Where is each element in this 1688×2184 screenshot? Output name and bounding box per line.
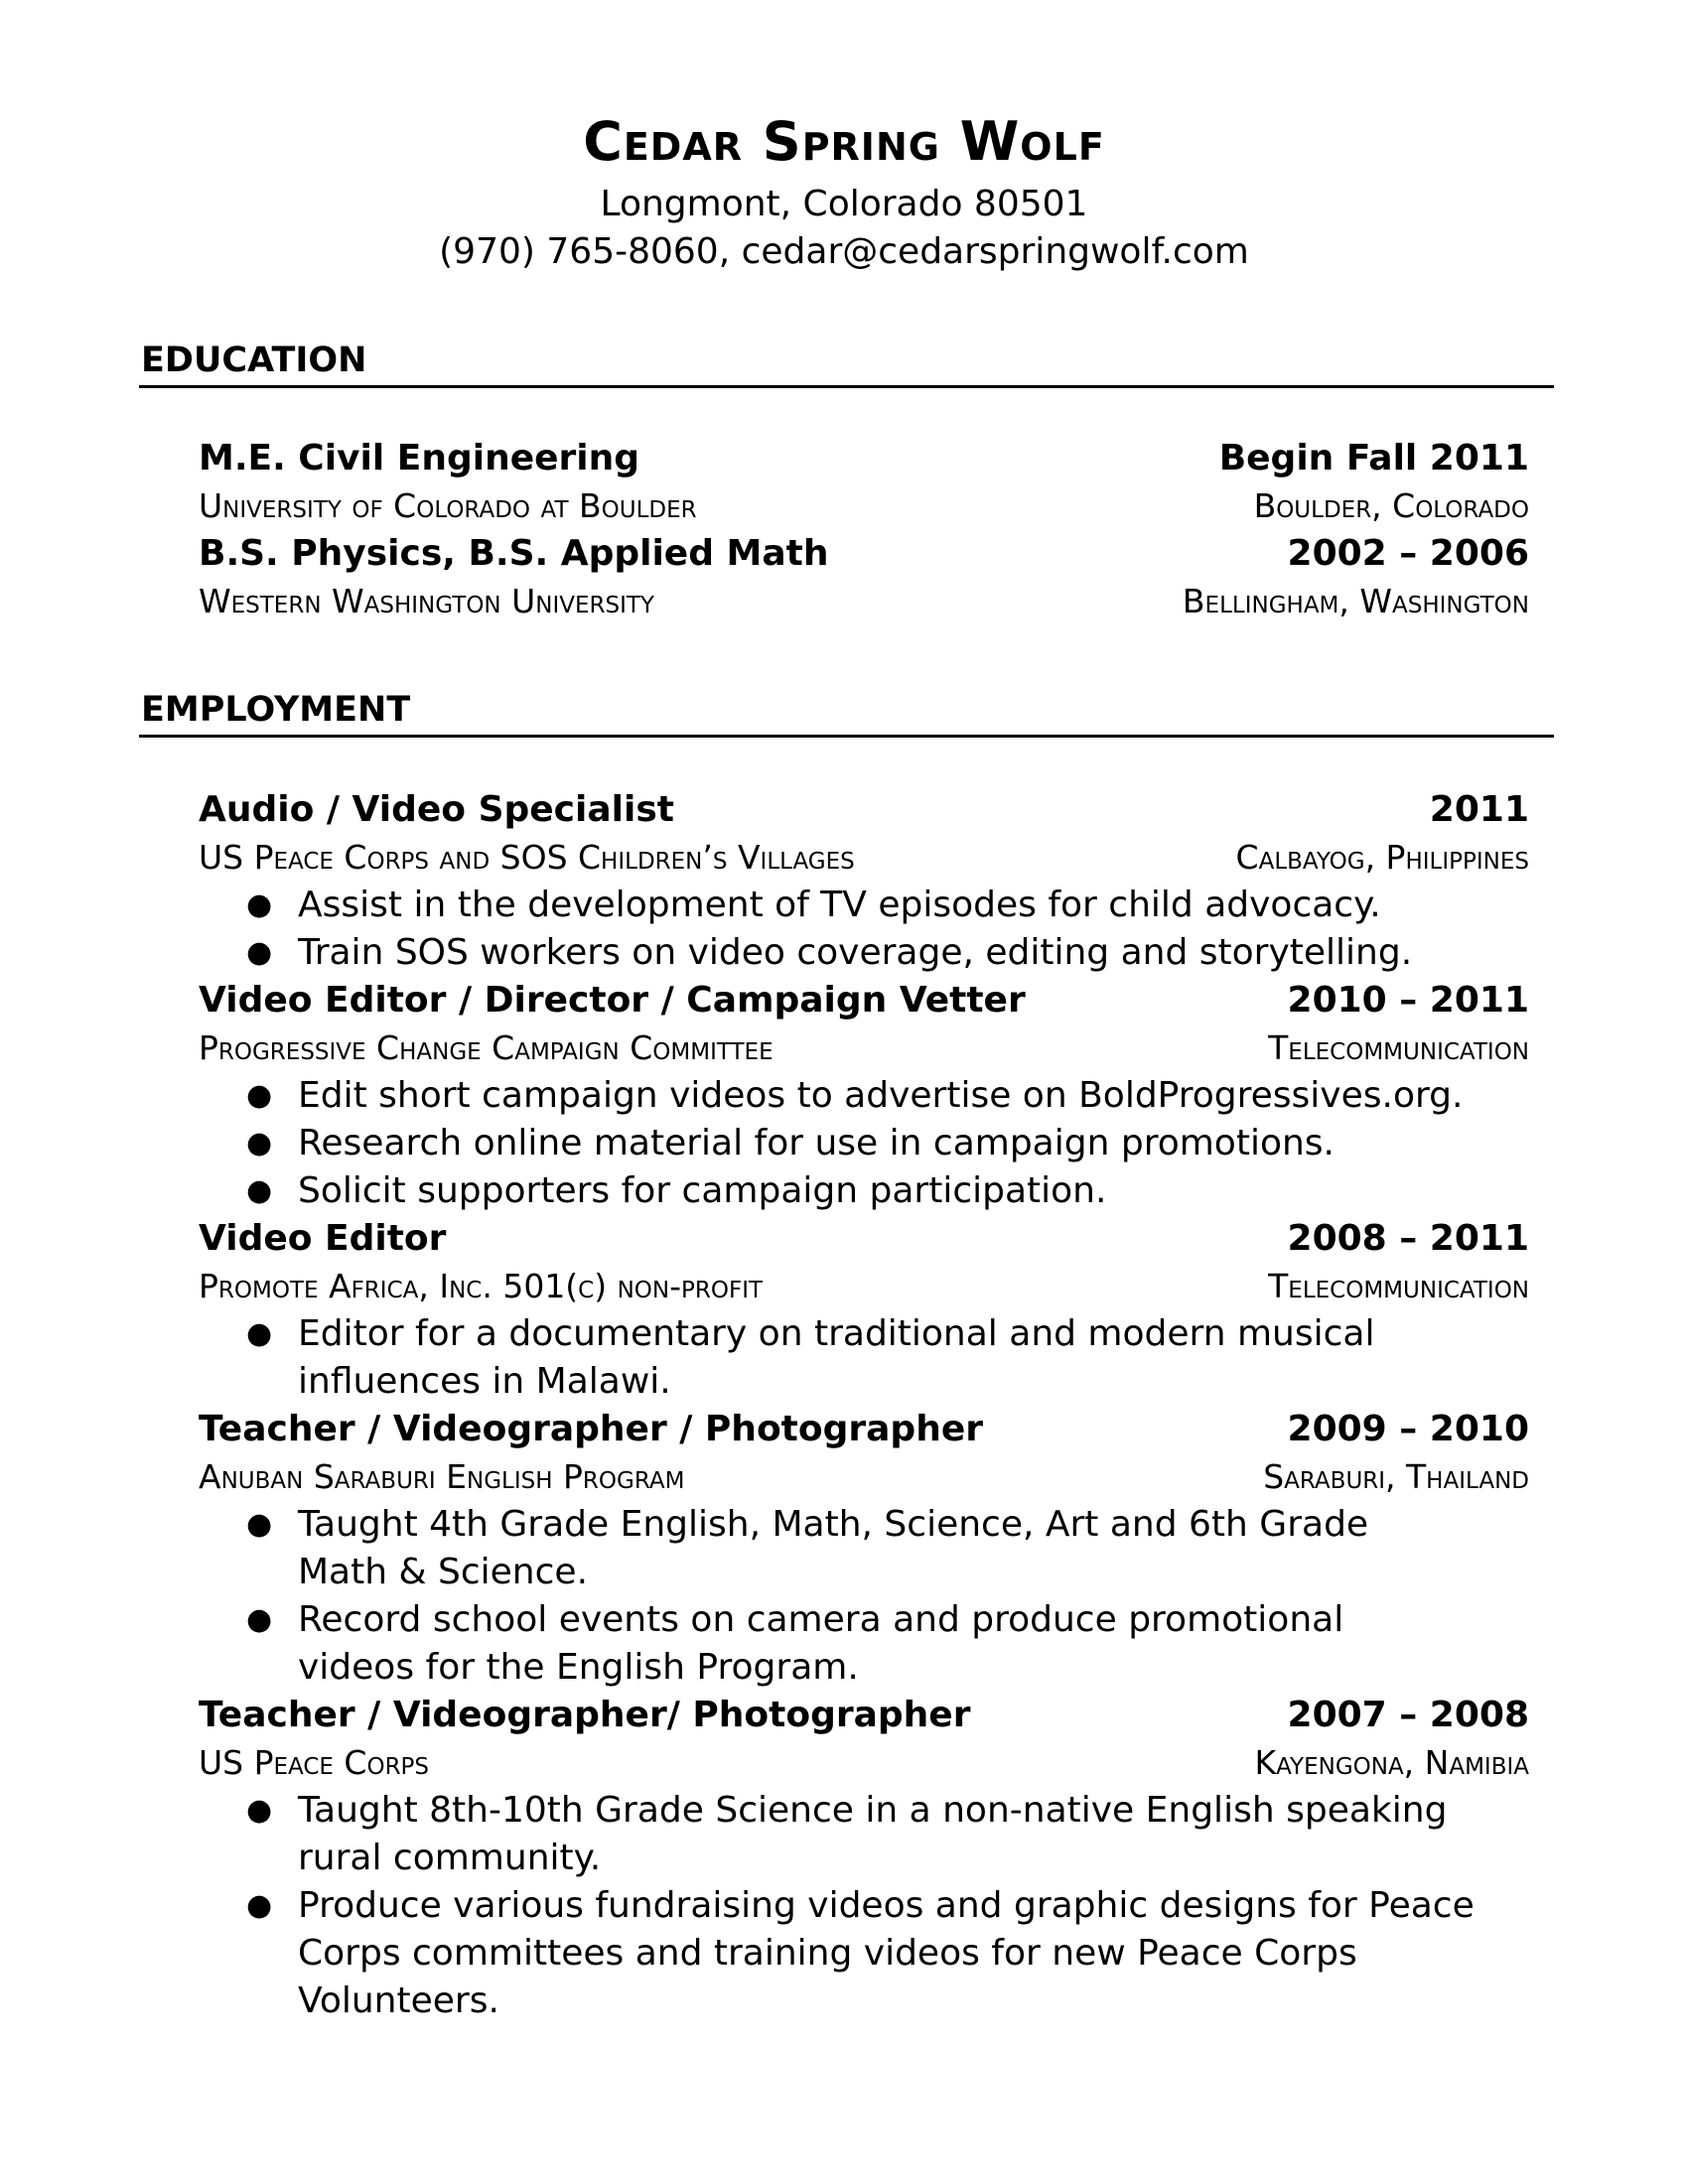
bullet-icon: ● bbox=[246, 1602, 273, 1637]
bullet-text: Solicit supporters for campaign participation. bbox=[298, 1170, 1107, 1211]
bullet-item bbox=[246, 1501, 1567, 1596]
bullet-text: Volunteers. bbox=[298, 1980, 499, 2021]
job-location: Telecommunication bbox=[1268, 1267, 1529, 1305]
job-location: Telecommunication bbox=[1268, 1028, 1529, 1067]
contact-info: (970) 765-8060, cedar@cedarspringwolf.com bbox=[439, 231, 1249, 272]
bullet-item bbox=[246, 1882, 1567, 2025]
job-title-row bbox=[199, 786, 1529, 834]
bullet-item bbox=[246, 1072, 1567, 1120]
employment-heading: EMPLOYMENT bbox=[139, 687, 1554, 738]
school: University of Colorado at Boulder bbox=[199, 486, 697, 525]
job-role: Audio / Video Specialist bbox=[199, 789, 674, 830]
bullet-text: Produce various fundraising videos and graphic designs for Peace bbox=[298, 1885, 1475, 1926]
job-organization: Progressive Change Campaign Committee bbox=[199, 1028, 774, 1067]
education-date: 2002 – 2006 bbox=[1287, 533, 1529, 574]
bullet-text: Math & Science. bbox=[298, 1552, 589, 1592]
job-org-row bbox=[199, 834, 1529, 882]
job-org-row bbox=[199, 1453, 1529, 1501]
bullet-icon: ● bbox=[246, 1888, 273, 1923]
job-organization: Anuban Saraburi English Program bbox=[199, 1457, 685, 1496]
job-organization: US Peace Corps and SOS Children’s Villages bbox=[199, 838, 855, 877]
job-organization: US Peace Corps bbox=[199, 1743, 430, 1782]
bullet-text: Train SOS workers on video coverage, editing and storytelling. bbox=[298, 932, 1413, 973]
job-org-row bbox=[199, 1263, 1529, 1310]
degree: B.S. Physics, B.S. Applied Math bbox=[199, 533, 829, 574]
bullet-text: Editor for a documentary on traditional and modern musical bbox=[298, 1313, 1375, 1354]
education-heading: EDUCATION bbox=[139, 338, 1554, 388]
bullet-icon: ● bbox=[246, 1793, 273, 1828]
education-location: Bellingham, Washington bbox=[1182, 582, 1529, 620]
bullet-icon: ● bbox=[246, 935, 273, 970]
bullet-item bbox=[246, 1120, 1567, 1167]
job-date: 2011 bbox=[1429, 789, 1529, 830]
education-entry bbox=[199, 435, 1529, 482]
job-role: Teacher / Videographer/ Photographer bbox=[199, 1695, 971, 1735]
job-role: Teacher / Videographer / Photographer bbox=[199, 1409, 983, 1449]
education-school-row bbox=[199, 578, 1529, 625]
education-date: Begin Fall 2011 bbox=[1218, 438, 1529, 478]
job-date: 2009 – 2010 bbox=[1287, 1409, 1529, 1449]
bullet-text: Corps committees and training videos for new Peace Corps bbox=[298, 1933, 1357, 1974]
job-date: 2008 – 2011 bbox=[1287, 1218, 1529, 1259]
bullet-item bbox=[246, 1596, 1567, 1692]
bullet-icon: ● bbox=[246, 1173, 273, 1208]
bullet-icon: ● bbox=[246, 1078, 273, 1113]
bullet-text: rural community. bbox=[298, 1838, 602, 1878]
education-location: Boulder, Colorado bbox=[1253, 486, 1529, 525]
school: Western Washington University bbox=[199, 582, 654, 620]
bullet-text: Assist in the development of TV episodes for child advocacy. bbox=[298, 885, 1381, 925]
bullet-item bbox=[246, 1310, 1567, 1406]
job-title-row bbox=[199, 1406, 1529, 1453]
degree: M.E. Civil Engineering bbox=[199, 438, 640, 478]
bullet-item bbox=[246, 882, 1567, 929]
bullet-item bbox=[246, 1787, 1567, 1882]
job-organization: Promote Africa, Inc. 501(c) non-profit bbox=[199, 1267, 764, 1305]
job-title-row bbox=[199, 977, 1529, 1024]
education-entry bbox=[199, 530, 1529, 578]
job-role: Video Editor / Director / Campaign Vetter bbox=[199, 980, 1026, 1021]
bullet-icon: ● bbox=[246, 1316, 273, 1351]
job-location: Calbayog, Philippines bbox=[1235, 838, 1529, 877]
bullet-text: influences in Malawi. bbox=[298, 1361, 671, 1402]
resume-name: Cedar Spring Wolf bbox=[583, 110, 1105, 173]
bullet-item bbox=[246, 1167, 1567, 1215]
bullet-text: videos for the English Program. bbox=[298, 1647, 859, 1688]
job-org-row bbox=[199, 1739, 1529, 1787]
bullet-icon: ● bbox=[246, 887, 273, 922]
job-date: 2010 – 2011 bbox=[1287, 980, 1529, 1021]
bullet-text: Taught 8th-10th Grade Science in a non-native English speaking bbox=[298, 1790, 1448, 1831]
bullet-text: Edit short campaign videos to advertise on BoldProgressives.org. bbox=[298, 1075, 1464, 1116]
education-school-row bbox=[199, 482, 1529, 530]
job-org-row bbox=[199, 1024, 1529, 1072]
bullet-text: Record school events on camera and produce promotional bbox=[298, 1599, 1344, 1640]
bullet-text: Research online material for use in campaign promotions. bbox=[298, 1123, 1335, 1163]
bullet-text: Taught 4th Grade English, Math, Science, Art and 6th Grade bbox=[298, 1504, 1369, 1545]
job-title-row bbox=[199, 1215, 1529, 1263]
bullet-icon: ● bbox=[246, 1126, 273, 1160]
job-title-row bbox=[199, 1692, 1529, 1739]
job-location: Saraburi, Thailand bbox=[1263, 1457, 1529, 1496]
address: Longmont, Colorado 80501 bbox=[600, 184, 1088, 224]
job-location: Kayengona, Namibia bbox=[1254, 1743, 1529, 1782]
job-date: 2007 – 2008 bbox=[1287, 1695, 1529, 1735]
bullet-item bbox=[246, 929, 1567, 977]
job-role: Video Editor bbox=[199, 1218, 447, 1259]
bullet-icon: ● bbox=[246, 1507, 273, 1542]
